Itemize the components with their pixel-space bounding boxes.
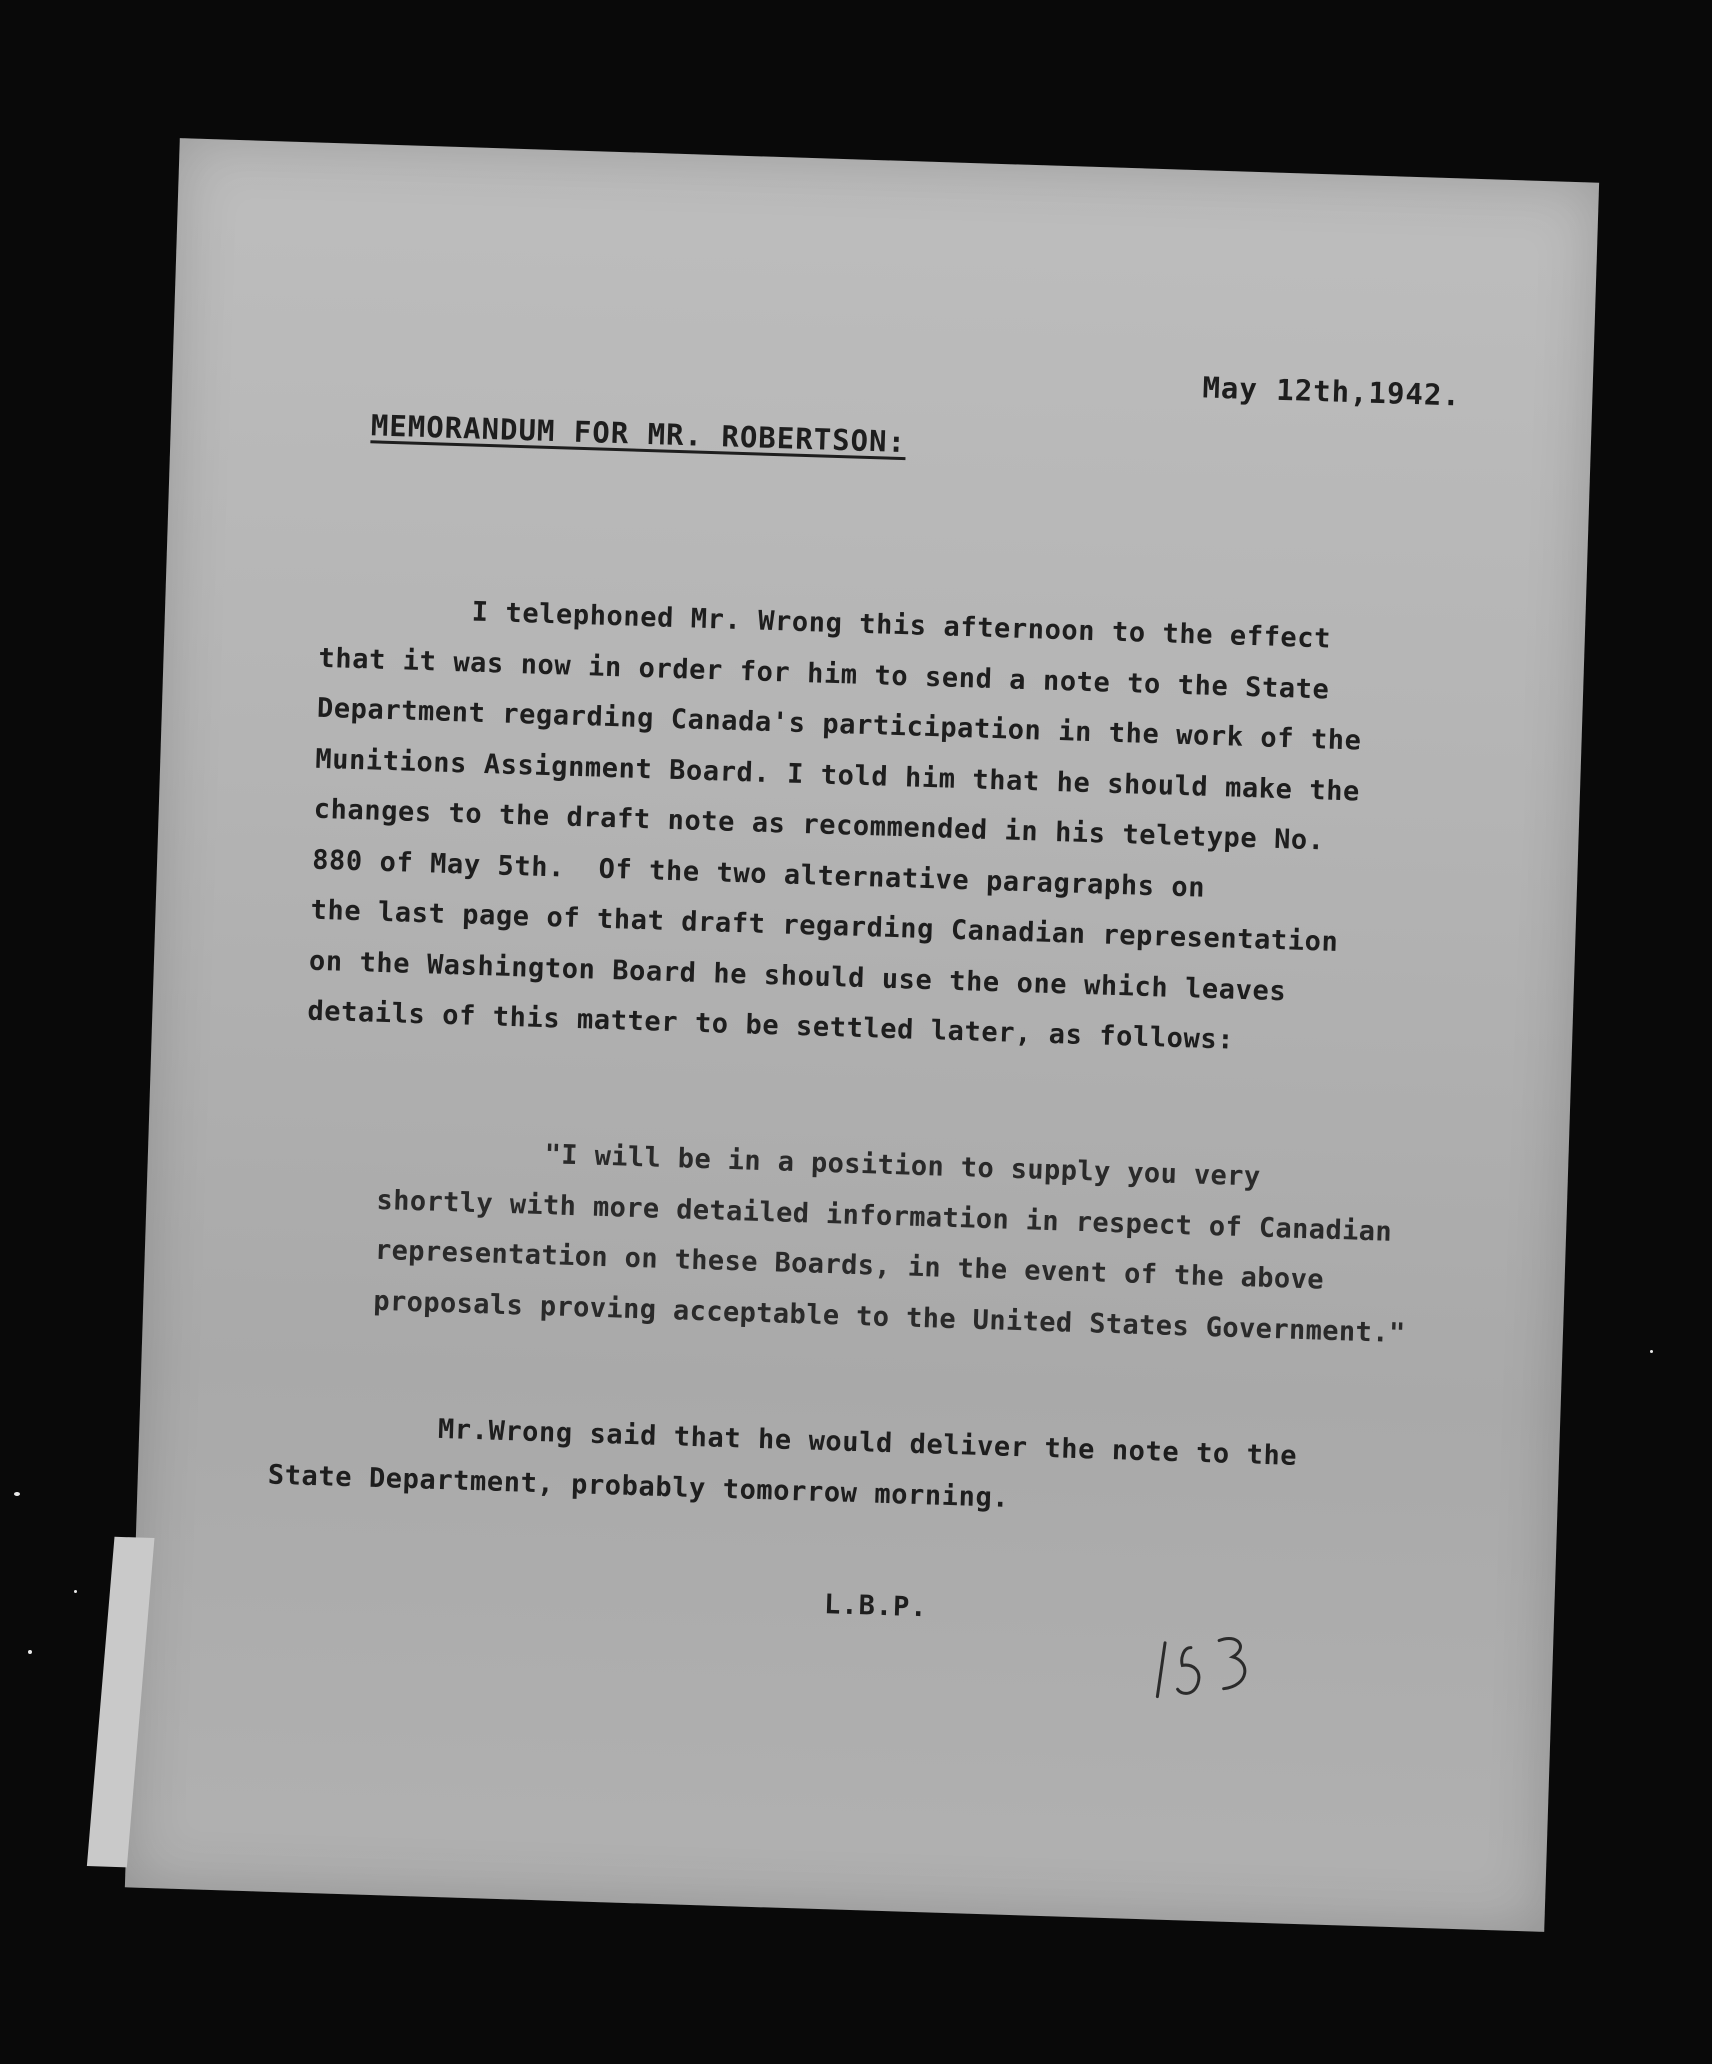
memo-heading: MEMORANDUM FOR MR. ROBERTSON: [370, 408, 907, 460]
memo-signature-initials: L.B.P. [823, 1589, 929, 1624]
memo-paragraph-1: I telephoned Mr. Wrong this afternoon to the effect that it was now in order for him to send a note to the State Department regarding Canada's participation in the work of the Munitions Assignment Board. I told him that he should make the changes to the draft note as recommended in his teletype No. 880 of May 5th. Of the two alternative paragraphs on the last page of that draft regarding Canadian representation on the Washington Board he should use the one which leaves details of this matter to be settled later, as follows: [306, 591, 1363, 1056]
memo-quoted-passage: "I will be in a position to supply you very shortly with more detailed information in respect of Canadian representation on these Boards, in the event of the above proposals proving acceptable to the United States Government." [372, 1133, 1407, 1349]
dust-speck [14, 1492, 20, 1496]
dust-speck [28, 1650, 32, 1654]
dust-speck [74, 1590, 77, 1593]
dust-speck [1650, 1350, 1653, 1353]
memo-paragraph-2: Mr.Wrong said that he would deliver the note to the State Department, probably tomorrow morning. [267, 1408, 1298, 1514]
handwritten-folio-mark [1151, 1624, 1263, 1707]
memo-date: May 12th,1942. [1201, 370, 1462, 413]
handwritten-folio-number [1151, 1624, 1263, 1707]
memo-page [125, 138, 1599, 1932]
